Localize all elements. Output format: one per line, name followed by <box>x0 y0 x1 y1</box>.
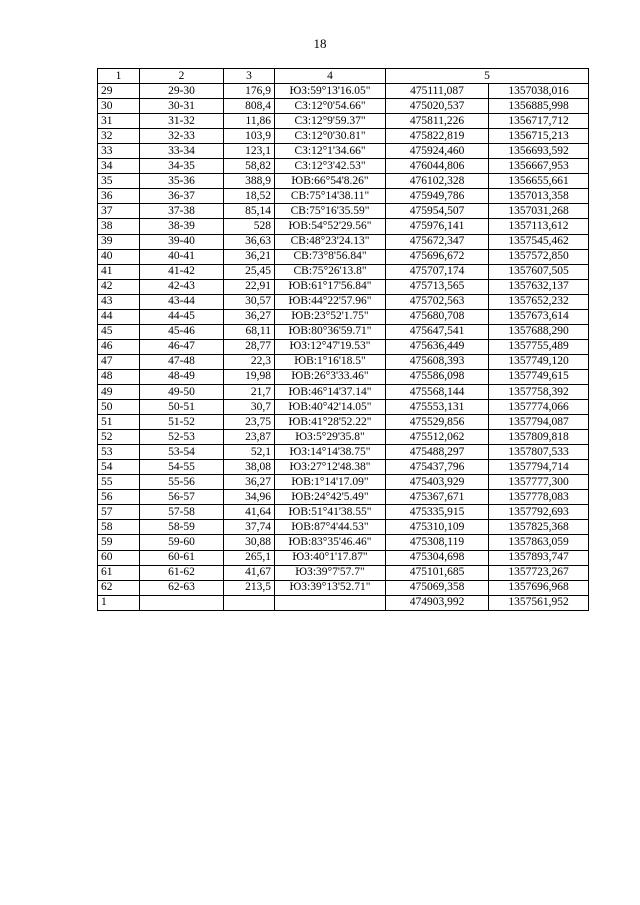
table-cell: 61 <box>98 565 140 580</box>
table-cell: 31-32 <box>140 114 224 129</box>
table-cell: 60-61 <box>140 550 224 565</box>
header-col-4: 4 <box>275 69 386 84</box>
table-row <box>98 189 589 204</box>
table-cell: 36,27 <box>224 309 275 324</box>
table-cell: ЮВ:46°14'37.14" <box>275 384 386 399</box>
table-cell: 59-60 <box>140 535 224 550</box>
table-cell: 37-38 <box>140 204 224 219</box>
table-cell: 53 <box>98 445 140 460</box>
table-cell: 54-55 <box>140 460 224 475</box>
table-cell: 56-57 <box>140 490 224 505</box>
table-cell: 1357652,232 <box>489 294 589 309</box>
table-cell: ЮЗ:40°1'17.87" <box>275 550 386 565</box>
table-cell: 30,57 <box>224 294 275 309</box>
table-row <box>98 400 589 415</box>
table-cell: 475976,141 <box>386 219 489 234</box>
table-cell: 60 <box>98 550 140 565</box>
table-cell: 30,7 <box>224 400 275 415</box>
table-cell: ЮВ:24°42'5.49" <box>275 490 386 505</box>
table-cell: 475367,671 <box>386 490 489 505</box>
table-cell: 475512,062 <box>386 430 489 445</box>
table-cell: 1357013,358 <box>489 189 589 204</box>
table-cell: 39-40 <box>140 234 224 249</box>
table-cell: 176,9 <box>224 84 275 99</box>
table-cell: 33 <box>98 144 140 159</box>
table-cell: СВ:75°16'35.59" <box>275 204 386 219</box>
table-cell: 51 <box>98 415 140 430</box>
table-cell: 45-46 <box>140 324 224 339</box>
table-cell: 58,82 <box>224 159 275 174</box>
table-cell: 475696,672 <box>386 249 489 264</box>
table-row <box>98 565 589 580</box>
table-row <box>98 129 589 144</box>
table-cell <box>224 595 275 610</box>
table-cell: 58 <box>98 520 140 535</box>
table-body <box>98 84 589 611</box>
table-row <box>98 384 589 399</box>
header-col-2: 2 <box>140 69 224 84</box>
table-cell: ЮЗ:12°47'19.53" <box>275 339 386 354</box>
table-cell: 56 <box>98 490 140 505</box>
table-cell: СЗ:12°1'34.66" <box>275 144 386 159</box>
table-cell: 62-63 <box>140 580 224 595</box>
table-cell: 34 <box>98 159 140 174</box>
table-row <box>98 174 589 189</box>
table-cell: 1357673,614 <box>489 309 589 324</box>
table-row <box>98 144 589 159</box>
table-cell: 475310,109 <box>386 520 489 535</box>
table-cell: 475101,685 <box>386 565 489 580</box>
table-cell: ЮВ:83°35'46.46" <box>275 535 386 550</box>
table-cell: СЗ:12°3'42.53" <box>275 159 386 174</box>
table-cell: 1356655,661 <box>489 174 589 189</box>
page-number: 18 <box>313 36 327 51</box>
table-cell: 41,67 <box>224 565 275 580</box>
table-cell: 1357688,290 <box>489 324 589 339</box>
table-row <box>98 339 589 354</box>
table-row <box>98 234 589 249</box>
table-cell: 475568,144 <box>386 384 489 399</box>
table-cell: 476102,328 <box>386 174 489 189</box>
table-row <box>98 309 589 324</box>
table-cell: 23,87 <box>224 430 275 445</box>
coordinates-table <box>97 68 589 611</box>
table-cell: ЮЗ:39°7'57.7" <box>275 565 386 580</box>
table-cell: 50 <box>98 400 140 415</box>
table-cell: 34-35 <box>140 159 224 174</box>
table-cell: 1357809,818 <box>489 430 589 445</box>
table-cell: 46-47 <box>140 339 224 354</box>
table-cell: 53-54 <box>140 445 224 460</box>
table-row <box>98 475 589 490</box>
table-cell: 103,9 <box>224 129 275 144</box>
table-cell: 32 <box>98 129 140 144</box>
table-cell: 1357778,083 <box>489 490 589 505</box>
table-cell: 43 <box>98 294 140 309</box>
table-cell: 1357774,066 <box>489 400 589 415</box>
table-cell: 475403,929 <box>386 475 489 490</box>
table-cell <box>275 595 386 610</box>
table-cell: 42 <box>98 279 140 294</box>
table-cell: 44 <box>98 309 140 324</box>
table-cell: СВ:75°14'38.11" <box>275 189 386 204</box>
table-cell: 36-37 <box>140 189 224 204</box>
table-cell: ЮВ:41°28'52.22" <box>275 415 386 430</box>
table-cell: 475608,393 <box>386 354 489 369</box>
table-cell: 475924,460 <box>386 144 489 159</box>
table-cell: 475954,507 <box>386 204 489 219</box>
table-cell: 1357696,968 <box>489 580 589 595</box>
table-cell: 40 <box>98 249 140 264</box>
table-cell: 30-31 <box>140 99 224 114</box>
table-cell: ЮВ:1°16'18.5" <box>275 354 386 369</box>
table-cell: 52-53 <box>140 430 224 445</box>
table-cell: 1357792,693 <box>489 505 589 520</box>
table-cell: 35-36 <box>140 174 224 189</box>
table-cell: 1357825,368 <box>489 520 589 535</box>
table-cell: СВ:73°8'56.84" <box>275 249 386 264</box>
table-cell: СВ:48°23'24.13" <box>275 234 386 249</box>
table-cell: 41 <box>98 264 140 279</box>
table-cell: 475304,698 <box>386 550 489 565</box>
table-cell: 23,75 <box>224 415 275 430</box>
table-cell: 1357572,850 <box>489 249 589 264</box>
table-cell: 475586,098 <box>386 369 489 384</box>
table-cell: 57 <box>98 505 140 520</box>
table-cell: 475308,119 <box>386 535 489 550</box>
table-cell: 85,14 <box>224 204 275 219</box>
table-cell: 22,91 <box>224 279 275 294</box>
table-cell: 1357113,612 <box>489 219 589 234</box>
table-cell: ЮВ:80°36'59.71" <box>275 324 386 339</box>
table-cell: 475707,174 <box>386 264 489 279</box>
table-cell: 36,27 <box>224 475 275 490</box>
table-row <box>98 99 589 114</box>
table-row <box>98 264 589 279</box>
table-cell: 48-49 <box>140 369 224 384</box>
table-cell: 475553,131 <box>386 400 489 415</box>
table-cell: 57-58 <box>140 505 224 520</box>
table-cell: 475680,708 <box>386 309 489 324</box>
table-cell: ЮВ:1°14'17.09" <box>275 475 386 490</box>
table-row <box>98 279 589 294</box>
table-cell: 475488,297 <box>386 445 489 460</box>
table-cell: СЗ:12°9'59.37" <box>275 114 386 129</box>
table-cell: 43-44 <box>140 294 224 309</box>
table-cell: 38-39 <box>140 219 224 234</box>
table-cell: 62 <box>98 580 140 595</box>
table-cell: 35 <box>98 174 140 189</box>
table-cell: 808,4 <box>224 99 275 114</box>
table-cell: 1357794,714 <box>489 460 589 475</box>
table-cell: ЮЗ:14°14'38.75" <box>275 445 386 460</box>
table-cell: 37 <box>98 204 140 219</box>
table-cell: 33-34 <box>140 144 224 159</box>
table-cell: 1357777,300 <box>489 475 589 490</box>
table-cell <box>140 595 224 610</box>
table-row <box>98 219 589 234</box>
header-col-3: 3 <box>224 69 275 84</box>
table-cell: 475636,449 <box>386 339 489 354</box>
table-row <box>98 445 589 460</box>
table-cell: ЮЗ:27°12'48.38" <box>275 460 386 475</box>
table-cell: 36 <box>98 189 140 204</box>
table-cell: 41-42 <box>140 264 224 279</box>
table-cell: 40-41 <box>140 249 224 264</box>
table-cell: ЮВ:54°52'29.56" <box>275 219 386 234</box>
table-row <box>98 415 589 430</box>
table-cell: 32-33 <box>140 129 224 144</box>
table-cell: СВ:75°26'13.8" <box>275 264 386 279</box>
table-cell: 22,3 <box>224 354 275 369</box>
table-cell: 1356885,998 <box>489 99 589 114</box>
table-cell: 55-56 <box>140 475 224 490</box>
table-cell: 1357758,392 <box>489 384 589 399</box>
table-cell: 46 <box>98 339 140 354</box>
table-cell: 38,08 <box>224 460 275 475</box>
table-cell: 55 <box>98 475 140 490</box>
table-cell: 50-51 <box>140 400 224 415</box>
table-cell: 47 <box>98 354 140 369</box>
table-cell: 52 <box>98 430 140 445</box>
table-cell: 475672,347 <box>386 234 489 249</box>
table-cell: 475822,819 <box>386 129 489 144</box>
table-cell: 1356717,712 <box>489 114 589 129</box>
table-cell: 1357863,059 <box>489 535 589 550</box>
table-cell: 475111,087 <box>386 84 489 99</box>
table-cell: 36,63 <box>224 234 275 249</box>
table-cell: 475702,563 <box>386 294 489 309</box>
table-cell: 25,45 <box>224 264 275 279</box>
table-cell: 1356667,953 <box>489 159 589 174</box>
table-cell: ЮВ:51°41'38.55" <box>275 505 386 520</box>
table-cell: 475713,565 <box>386 279 489 294</box>
table-cell: 475020,537 <box>386 99 489 114</box>
table-cell: 528 <box>224 219 275 234</box>
table-cell: 1357607,505 <box>489 264 589 279</box>
table-row <box>98 490 589 505</box>
table-cell: 1357545,462 <box>489 234 589 249</box>
table-header <box>98 69 589 84</box>
table-cell: 474903,992 <box>386 595 489 610</box>
table-cell: 1356715,213 <box>489 129 589 144</box>
table-cell: 1356693,592 <box>489 144 589 159</box>
table-cell: 1357632,137 <box>489 279 589 294</box>
table-row <box>98 249 589 264</box>
table-cell: ЮВ:26°3'33.46" <box>275 369 386 384</box>
table-cell: 29-30 <box>140 84 224 99</box>
table-cell: 68,11 <box>224 324 275 339</box>
table-cell: 29 <box>98 84 140 99</box>
table-cell: 475437,796 <box>386 460 489 475</box>
table-cell: ЮВ:61°17'56.84" <box>275 279 386 294</box>
table-row <box>98 580 589 595</box>
table-cell: 34,96 <box>224 490 275 505</box>
table-cell: 475335,915 <box>386 505 489 520</box>
table-cell: 41,64 <box>224 505 275 520</box>
table-row <box>98 460 589 475</box>
table-cell: 265,1 <box>224 550 275 565</box>
table-cell: 28,77 <box>224 339 275 354</box>
table-cell: 36,21 <box>224 249 275 264</box>
table-cell: ЮЗ:59°13'16.05" <box>275 84 386 99</box>
table-cell: 19,98 <box>224 369 275 384</box>
table-row <box>98 204 589 219</box>
table-cell: ЮВ:66°54'8.26" <box>275 174 386 189</box>
table-cell: 51-52 <box>140 415 224 430</box>
table-row <box>98 595 589 610</box>
table-row <box>98 369 589 384</box>
table-cell: 39 <box>98 234 140 249</box>
table-cell: 1357723,267 <box>489 565 589 580</box>
table-cell: 1357749,120 <box>489 354 589 369</box>
table-cell: 213,5 <box>224 580 275 595</box>
table-row <box>98 324 589 339</box>
table-cell: 476044,806 <box>386 159 489 174</box>
table-cell: 44-45 <box>140 309 224 324</box>
table-row <box>98 520 589 535</box>
table-cell: 30,88 <box>224 535 275 550</box>
table-cell: 1357749,615 <box>489 369 589 384</box>
table-cell: 123,1 <box>224 144 275 159</box>
table-cell: 475529,856 <box>386 415 489 430</box>
table-cell: 1357794,087 <box>489 415 589 430</box>
table-cell: 1357807,533 <box>489 445 589 460</box>
table-cell: 48 <box>98 369 140 384</box>
table-cell: 52,1 <box>224 445 275 460</box>
header-col-5: 5 <box>386 69 589 84</box>
header-row <box>98 69 589 84</box>
table-row <box>98 114 589 129</box>
table-cell: 38 <box>98 219 140 234</box>
table-cell: 475069,358 <box>386 580 489 595</box>
table-cell: 21,7 <box>224 384 275 399</box>
table-cell: 475647,541 <box>386 324 489 339</box>
table-row <box>98 535 589 550</box>
table-cell: 1357561,952 <box>489 595 589 610</box>
table-cell: 58-59 <box>140 520 224 535</box>
table-cell: 49 <box>98 384 140 399</box>
table-cell: СЗ:12°0'30.81" <box>275 129 386 144</box>
table-cell: 49-50 <box>140 384 224 399</box>
table-cell: 18,52 <box>224 189 275 204</box>
table-cell: 42-43 <box>140 279 224 294</box>
table-cell: СЗ:12°0'54.66" <box>275 99 386 114</box>
table-cell: 54 <box>98 460 140 475</box>
table-cell: ЮЗ:5°29'35.8" <box>275 430 386 445</box>
table-cell: ЮЗ:39°13'52.71" <box>275 580 386 595</box>
table-cell: 37,74 <box>224 520 275 535</box>
table-cell: 11,86 <box>224 114 275 129</box>
table-cell: ЮВ:87°4'44.53" <box>275 520 386 535</box>
table-cell: 59 <box>98 535 140 550</box>
table-cell: 1357031,268 <box>489 204 589 219</box>
table-cell: 388,9 <box>224 174 275 189</box>
table-row <box>98 354 589 369</box>
table-cell: ЮВ:44°22'57.96" <box>275 294 386 309</box>
table-cell: ЮВ:23°52'1.75" <box>275 309 386 324</box>
table-cell: 45 <box>98 324 140 339</box>
table-cell: 31 <box>98 114 140 129</box>
table-row <box>98 505 589 520</box>
header-col-1: 1 <box>98 69 140 84</box>
table-cell: 1357893,747 <box>489 550 589 565</box>
table-row <box>98 84 589 99</box>
table-cell: 61-62 <box>140 565 224 580</box>
table-cell: 475949,786 <box>386 189 489 204</box>
table-cell: 1357755,489 <box>489 339 589 354</box>
table-row <box>98 294 589 309</box>
table-row <box>98 430 589 445</box>
table-cell: 47-48 <box>140 354 224 369</box>
table-row <box>98 159 589 174</box>
table-cell: 30 <box>98 99 140 114</box>
table-cell: ЮВ:40°42'14.05" <box>275 400 386 415</box>
table-cell: 475811,226 <box>386 114 489 129</box>
table-cell: 1357038,016 <box>489 84 589 99</box>
table-cell: 1 <box>98 595 140 610</box>
table-row <box>98 550 589 565</box>
